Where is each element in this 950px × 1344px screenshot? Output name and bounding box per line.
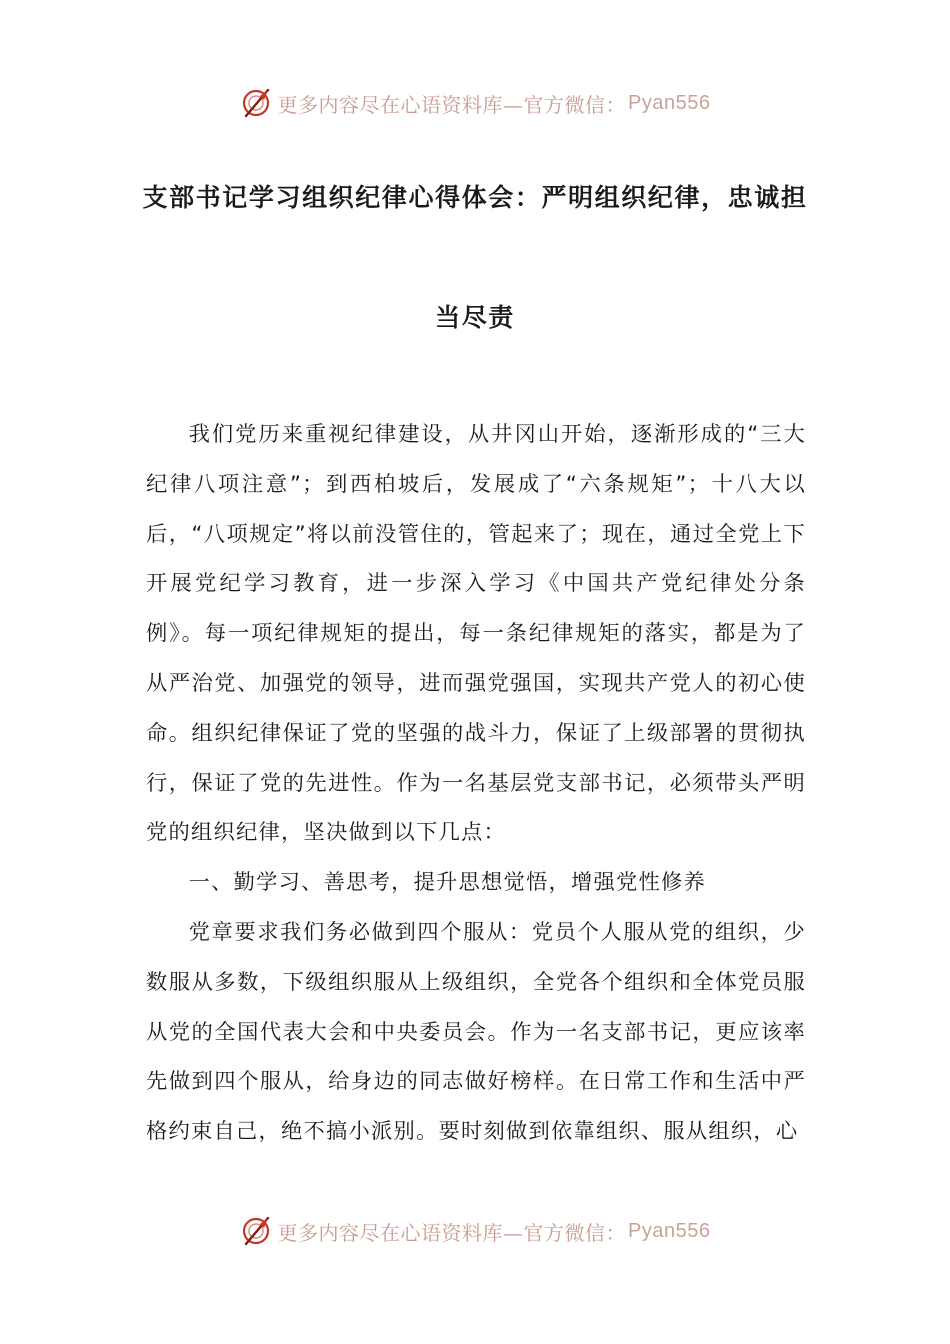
watermark-text: 更多内容尽在心语资料库—官方微信： <box>277 92 627 117</box>
watermark-wechat-id: Pyan556 <box>628 1219 711 1242</box>
document-title-line-1: 支部书记学习组织纪律心得体会：严明组织纪律，忠诚担 <box>142 183 808 212</box>
watermark-text: 更多内容尽在心语资料库—官方微信： <box>277 1220 627 1245</box>
document-body <box>146 410 806 1157</box>
watermark-wechat-id: Pyan556 <box>628 91 711 114</box>
watermark-header <box>0 86 950 120</box>
paragraph-3: 党章要求我们务必做到四个服从：党员个人服从党的组织，少数服从多数，下级组织服从上级组织，全党各个组织和全体党员服从党的全国代表大会和中央委员会。作为一名支部书记，更应该率先做到四个服从，给身边的同志做好榜样。在日常工作和生活中严格约束自己，绝不搞小派别。要时刻做到依靠组织、服从组织，心 <box>146 919 806 1145</box>
paragraph-1: 我们党历来重视纪律建设，从井冈山开始，逐渐形成的“三大纪律八项注意”；到西柏坡后，发展成了“六条规矩”；十八大以后，“八项规定”将以前没管住的，管起来了；现在，通过全党上下开展党纪学习教育，进一步深入学习《中国共产党纪律处分条例》。每一项纪律规矩的提出，每一条纪律规矩的落实，都是为了从严治党、加强党的领导，进而强党强国，实现共产党人的初心使命。组织纪律保证了党的坚强的战斗力，保证了上级部署的贯彻执行，保证了党的先进性。作为一名基层党支部书记，必须带头严明党的组织纪律，坚决做到以下几点： <box>146 422 806 846</box>
quill-logo-icon <box>240 86 274 120</box>
quill-logo-icon <box>240 1214 274 1248</box>
watermark-footer <box>0 1214 950 1248</box>
document-title-line-2: 当尽责 <box>435 303 515 332</box>
paragraph-2-section-heading: 一、勤学习、善思考，提升思想觉悟，增强党性修养 <box>188 870 707 896</box>
